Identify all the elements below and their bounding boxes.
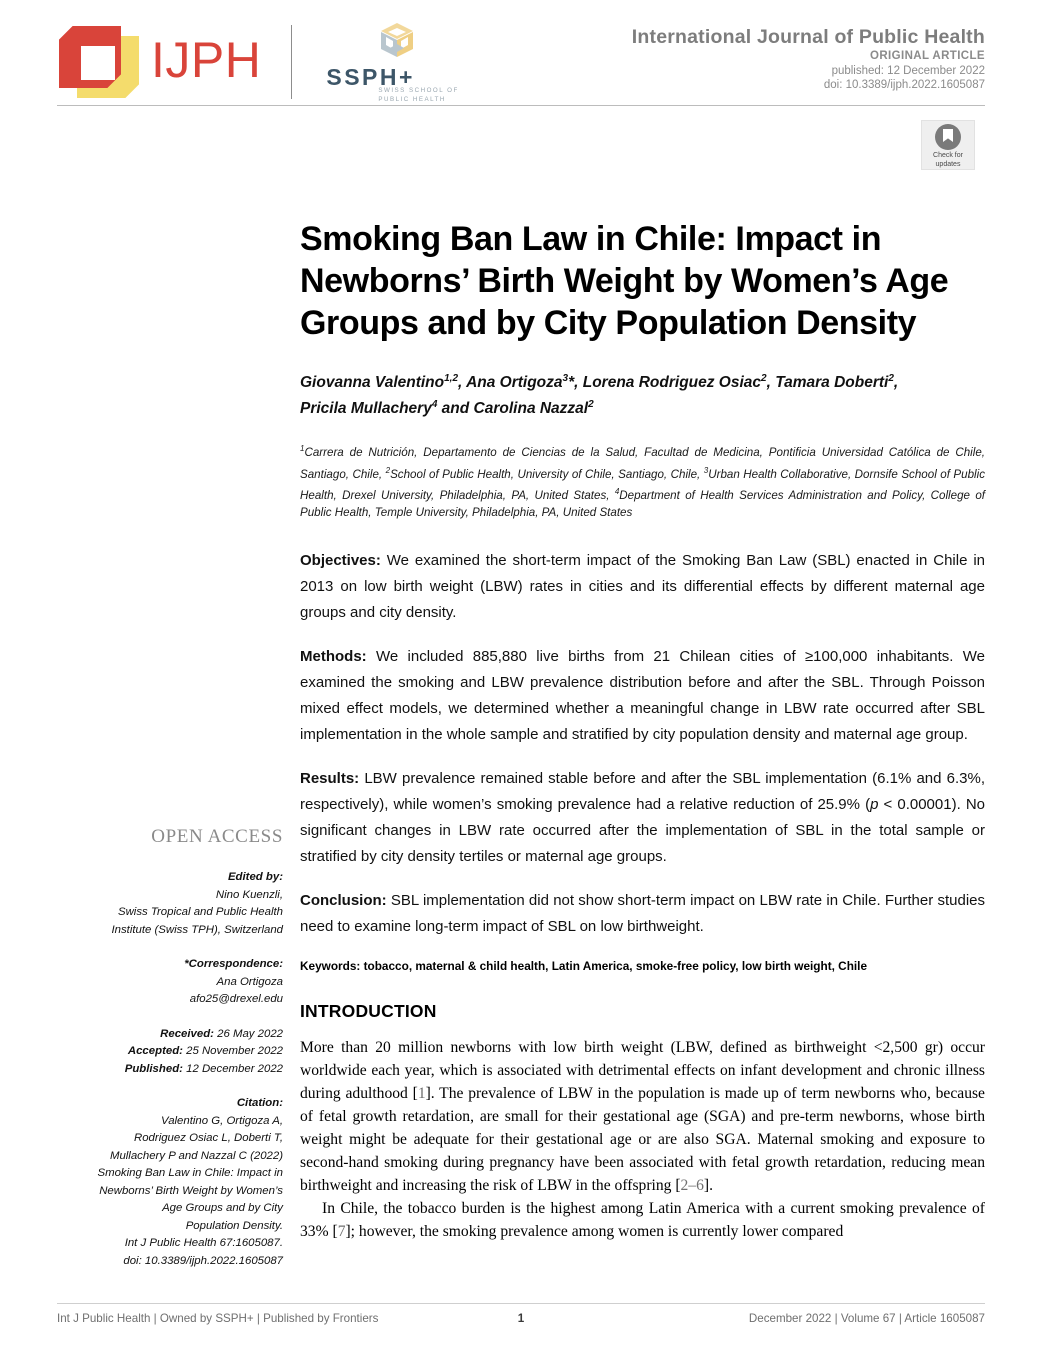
ssph-wordmark: SSPH+ — [326, 64, 415, 90]
abstract-objectives-label: Objectives: — [300, 551, 381, 569]
abstract-objectives-text: We examined the short-term impact of the Smoking Ban Law (SBL) enacted in Chile in 2013 on low birth weight (LBW) rates in cities and its differential effects by different maternal age groups and city density. — [300, 551, 985, 621]
footer-rule — [57, 1303, 985, 1304]
footer-issue-info: December 2022 | Volume 67 | Article 1605087 — [748, 1312, 985, 1325]
page-title: Smoking Ban Law in Chile: Impact in Newborns’ Birth Weight by Women’s Age Groups and by City Population Density — [300, 220, 949, 342]
published-date: published: 12 December 2022 — [831, 65, 985, 77]
abstract-methods-text: We included 885,880 live births from 21 Chilean cities of ≥100,000 inhabitants. We examined the smoking and LBW prevalence distribution before and after the SBL. Through Poisson mixed effect models, we determined whether a meaningful change in LBW rate occurred after SBL implementation in the whole sample and stratified by city population density and maternal age group. — [300, 647, 985, 743]
published-value: 12 December 2022 — [182, 1062, 283, 1075]
citation-line-6: Age Groups and by City — [162, 1202, 283, 1214]
crossmark-label-line2: updates — [935, 160, 961, 168]
abstract-conclusion-label: Conclusion: — [300, 891, 387, 909]
intro-p1-text-a: More than 20 million newborns with low birth weight (LBW, defined as birthweight <2,500 gr) occur worldwide each year, which is associated with detrimental effects on infant development and chronic illness during adulthood [ — [300, 1038, 985, 1102]
author-list — [300, 368, 985, 420]
citation-line-4: Smoking Ban Law in Chile: Impact in — [97, 1167, 283, 1179]
doi-line: doi: 10.3389/ijph.2022.1605087 — [823, 79, 985, 91]
ssph-tagline-line1: SWISS SCHOOL OF — [378, 87, 459, 94]
citation-line-8: Int J Public Health 67:1605087. — [124, 1237, 283, 1249]
editor-affiliation-line2: Institute (Swiss TPH), Switzerland — [111, 923, 283, 936]
abstract-results-text-a: LBW prevalence remained stable before and after the SBL implementation (6.1% and 6.3%, respectively), while women’s smoking prevalence had a relative reduction of 25.9% ( — [300, 769, 985, 813]
citation-line-3: Mullachery P and Nazzal C (2022) — [109, 1149, 283, 1162]
ssph-tagline-line2: PUBLIC HEALTH — [378, 96, 446, 103]
accepted-line — [62, 1043, 283, 1061]
crossmark-icon — [935, 124, 961, 150]
intro-p1-text-b: ]. The prevalence of LBW in the population is made up of term newborns who, because of fetal growth retardation, are small for their gestational age (SGA) and pre-term newborns, whose birth weight might be adequate for their gestational age or are also SGA. Maternal smoking and exposure to second-hand smoking during pregnancy have been associated with fetal growth retardation, reducing mean birthweight and increasing the risk of LBW in the offspring [ — [300, 1084, 985, 1194]
accepted-value: 25 November 2022 — [182, 1045, 283, 1057]
abstract-results — [300, 766, 985, 870]
ijph-wordmark: IJPH — [151, 32, 262, 88]
abstract-methods-label: Methods: — [300, 647, 367, 665]
ssph-cube-icon — [368, 22, 426, 66]
abstract-results-label: Results: — [300, 769, 360, 787]
accepted-label: Accepted: — [127, 1045, 183, 1057]
introduction-paragraph-2 — [300, 1197, 985, 1243]
abstract-conclusion — [300, 888, 985, 940]
author-list-line2: Pricila Mullachery$^4$ and Carolina Nazzal$^2$ — [300, 399, 594, 418]
citation-line-5: Newborns’ Birth Weight by Women’s — [99, 1184, 283, 1197]
masthead-divider — [291, 25, 292, 99]
open-access-label: OPEN ACCESS — [151, 826, 283, 847]
dates-block — [62, 1026, 283, 1079]
ssph-logo — [320, 22, 470, 102]
citation-label: Citation: — [236, 1097, 283, 1109]
abstract-objectives — [300, 548, 985, 626]
journal-title: International Journal of Public Health — [631, 26, 985, 48]
introduction-heading: INTRODUCTION — [300, 1000, 437, 1021]
journal-header-info — [632, 26, 985, 92]
article-sidebar — [62, 825, 283, 1287]
intro-p2-text-a: In Chile, the tobacco burden is the highest among Latin America with a current smoking prevalence of 33% [ — [300, 1199, 985, 1240]
citation-line-9: doi: 10.3389/ijph.2022.1605087 — [123, 1254, 283, 1267]
intro-p1-text-c: ]. — [703, 1176, 714, 1194]
abstract-methods — [300, 644, 985, 748]
author-list-line1: Giovanna Valentino$^{1,2}$, Ana Ortigoza$^3$*, Lorena Rodriguez Osiac$^2$, Tamara Doberti$^2$, — [300, 373, 899, 392]
footer-publisher: Int J Public Health | Owned by SSPH+ | Published by Frontiers — [57, 1312, 379, 1325]
intro-citation-3[interactable]: 7 — [337, 1222, 346, 1240]
article-type-label: ORIGINAL ARTICLE — [869, 50, 985, 62]
correspondence-label: *Correspondence: — [184, 958, 283, 970]
citation-block — [62, 1095, 283, 1270]
article-main-column — [300, 218, 985, 1243]
abstract-results-text-b: < 0.00001). No significant changes in LBW rate occurred after the implementation of SBL in the total sample or stratified by city density tertiles or maternal age groups. — [300, 795, 985, 865]
check-for-updates-badge[interactable] — [921, 120, 975, 170]
editor-affiliation-line1: Swiss Tropical and Public Health — [117, 906, 283, 918]
received-value: 26 May 2022 — [213, 1027, 283, 1040]
ijph-logo-center-square — [81, 46, 115, 80]
abstract-results-p-symbol: p — [870, 795, 879, 813]
intro-citation-1[interactable]: 1 — [417, 1084, 426, 1102]
received-label: Received: — [160, 1027, 214, 1040]
ijph-logo-icon — [57, 26, 143, 98]
keywords-line: Keywords: tobacco, maternal & child health, Latin America, smoke-free policy, low birth weight, Chile — [300, 958, 868, 973]
correspondence-name: Ana Ortigoza — [216, 975, 283, 988]
crossmark-label-line1: Check for — [933, 152, 963, 159]
abstract-conclusion-text: SBL implementation did not show short-term impact on LBW rate in Chile. Further studies need to examine long-term impact of SBL on low birthweight. — [300, 891, 985, 935]
masthead — [57, 18, 985, 106]
citation-line-1: Valentino G, Ortigoza A, — [161, 1114, 283, 1127]
edited-by-label: Edited by: — [227, 871, 283, 883]
masthead-rule — [57, 105, 985, 106]
received-line — [62, 1026, 283, 1044]
page-footer — [57, 1312, 985, 1332]
footer-page-number: 1 — [517, 1312, 525, 1325]
correspondence-email[interactable]: afo25@drexel.edu — [189, 993, 283, 1005]
citation-line-2: Rodriguez Osiac L, Doberti T, — [134, 1132, 283, 1144]
publisher-logos — [57, 20, 470, 104]
affiliations: $^1$Carrera de Nutrición, Departamento de Ciencias de la Salud, Facultad de Medicina, Pontificia Universidad Católica de Chile, Santiago, Chile, $^2$School of Public Health, University of Chile, Santiago, Chile, $^3$Urban Health Collaborative, Dornsife School of Public Health, Drexel University, Philadelphia, PA, United States, $^4$Department of Health Services Administration and Policy, College of Public Health, Temple University, Philadelphia, PA, United States — [300, 444, 986, 520]
published-line — [62, 1061, 283, 1079]
ssph-tagline — [378, 86, 458, 104]
editor-name: Nino Kuenzli, — [215, 888, 283, 901]
correspondence-block — [62, 956, 283, 1009]
citation-line-7: Population Density. — [185, 1219, 283, 1232]
intro-citation-2[interactable]: 2–6 — [680, 1176, 704, 1194]
introduction-paragraph-1 — [300, 1036, 985, 1197]
edited-by-block — [62, 869, 283, 939]
intro-p2-text-b: ]; however, the smoking prevalence among women is currently lower compared — [345, 1222, 844, 1240]
published-label: Published: — [124, 1062, 183, 1075]
crossmark-label — [922, 152, 974, 169]
